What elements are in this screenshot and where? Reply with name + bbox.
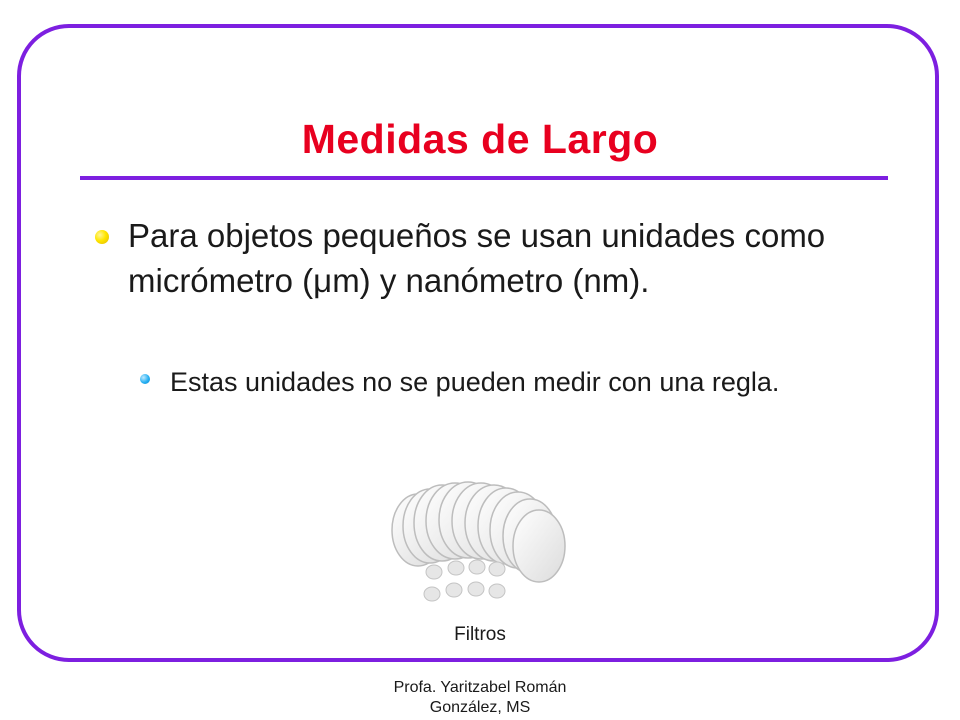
sub-bullet-dot-icon [140,374,150,384]
slide-title: Medidas de Largo [301,116,659,162]
footer-author-line-2: González, MS [429,699,531,716]
slide-footer [330,678,630,718]
bullet-item-level-1 [95,213,855,303]
bullet-text-level-2: Estas unidades no se pueden medir con una regla. [170,367,780,397]
bullet-item-level-2 [140,364,870,400]
title-divider [80,176,888,180]
footer-author-line-1: Profa. Yaritzabel Román [393,679,567,696]
image-caption: Filtros [454,624,506,645]
filter-discs-image [384,472,570,610]
bullet-text-level-1: Para objetos pequeños se usan unidades como micrómetro (μm) y nanómetro (nm). [128,217,826,299]
bullet-dot-icon [95,230,109,244]
